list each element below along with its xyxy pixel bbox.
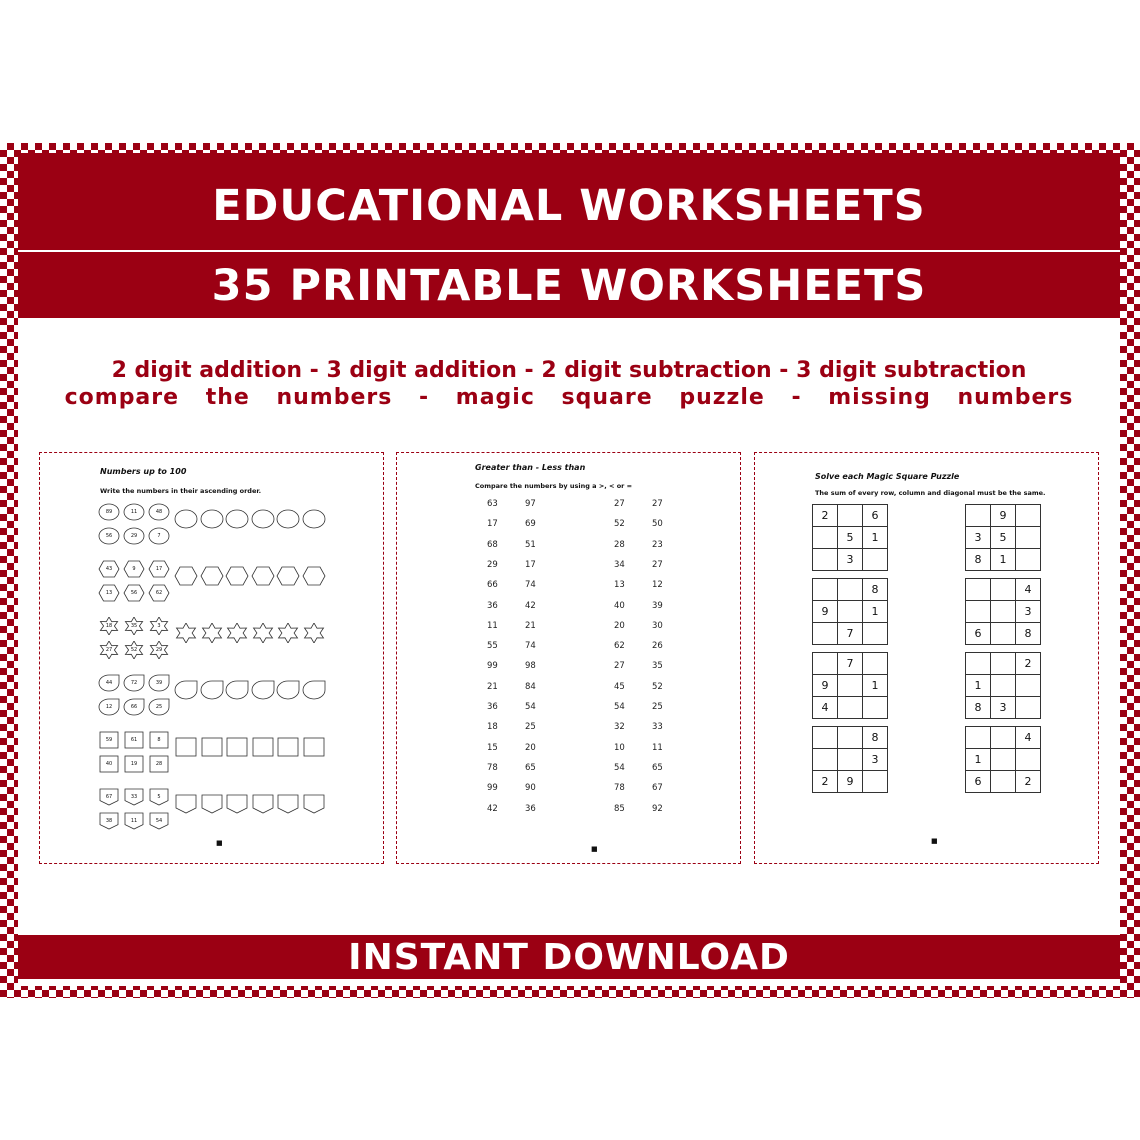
circle-number-shape: 48 [148, 503, 170, 521]
compare-number: 54 [614, 762, 625, 773]
magic-square-cell: 3 [1016, 601, 1041, 623]
title-banner: EDUCATIONAL WORKSHEETS [18, 153, 1120, 250]
magic-square-cell: 4 [813, 697, 838, 719]
checkered-border [0, 143, 1140, 998]
magic-square-cell [863, 549, 888, 571]
topics-line-2: compare the numbers - magic square puzzle - missing numbers [64, 385, 1074, 410]
compare-number: 67 [652, 783, 663, 794]
shield-number-shape: 11 [123, 812, 145, 830]
compare-number: 92 [652, 803, 663, 814]
compare-number: 28 [614, 539, 625, 550]
magic-square-cell: 2 [1016, 771, 1041, 793]
magic-square-cell [991, 653, 1016, 675]
compare-number: 17 [525, 559, 536, 570]
compare-number: 21 [487, 681, 498, 692]
compare-number: 36 [525, 803, 536, 814]
magic-square-grid [965, 726, 1041, 793]
magic-square-cell: 9 [813, 675, 838, 697]
circle-number-shape: 7 [148, 527, 170, 545]
square-number-shape: 19 [123, 755, 145, 773]
magic-square-cell: 8 [863, 727, 888, 749]
logo-icon: ■ [931, 837, 938, 845]
compare-number: 27 [652, 559, 663, 570]
compare-number: 36 [487, 600, 498, 611]
hexagon-number-shape: 9 [123, 560, 145, 578]
leaf-number-shape: 44 [98, 674, 120, 692]
square-answer-box [302, 737, 326, 757]
circle-number-shape: 11 [123, 503, 145, 521]
compare-number: 98 [525, 661, 536, 672]
magic-square-cell: 3 [838, 549, 863, 571]
circle-answer-box [225, 509, 249, 529]
magic-square-cell: 4 [1016, 579, 1041, 601]
shield-answer-box [200, 794, 224, 814]
circle-answer-box [200, 509, 224, 529]
leaf-number-shape: 66 [123, 698, 145, 716]
square-number-shape: 59 [98, 731, 120, 749]
star-number-shape: 52 [123, 641, 145, 659]
magic-square-cell [813, 579, 838, 601]
compare-number: 85 [614, 803, 625, 814]
compare-number: 11 [652, 742, 663, 753]
magic-square-cell [966, 505, 991, 527]
shield-number-shape: 67 [98, 788, 120, 806]
hexagon-answer-box [174, 566, 198, 586]
magic-square-cell: 7 [838, 623, 863, 645]
compare-number: 78 [614, 783, 625, 794]
compare-number: 13 [614, 580, 625, 591]
shield-answer-box [225, 794, 249, 814]
magic-square-cell: 1 [966, 675, 991, 697]
shield-number-shape: 38 [98, 812, 120, 830]
star-answer-box [174, 623, 198, 643]
circle-answer-box [174, 509, 198, 529]
magic-square-cell [991, 727, 1016, 749]
circle-number-shape: 56 [98, 527, 120, 545]
instant-download-banner: INSTANT DOWNLOAD [18, 935, 1120, 979]
compare-number: 66 [487, 580, 498, 591]
compare-number: 51 [525, 539, 536, 550]
star-number-shape: 18 [98, 617, 120, 635]
magic-square-cell: 6 [863, 505, 888, 527]
compare-number: 27 [614, 661, 625, 672]
compare-number: 55 [487, 641, 498, 652]
compare-number: 36 [487, 702, 498, 712]
compare-number: 50 [652, 519, 663, 530]
magic-square-cell [1016, 697, 1041, 719]
worksheet-preview-magic-square [754, 452, 1099, 864]
star-number-shape: 29 [148, 641, 170, 659]
magic-square-cell [863, 653, 888, 675]
square-answer-box [174, 737, 198, 757]
compare-number: 23 [652, 539, 663, 550]
circle-number-shape: 89 [98, 503, 120, 521]
magic-square-cell [1016, 749, 1041, 771]
compare-number: 29 [487, 559, 498, 570]
magic-square-grid [965, 652, 1041, 719]
star-answer-box [225, 623, 249, 643]
compare-number: 39 [652, 600, 663, 611]
star-answer-box [276, 623, 300, 643]
compare-number: 34 [614, 559, 625, 570]
magic-square-cell [991, 771, 1016, 793]
hexagon-number-shape: 13 [98, 584, 120, 602]
compare-number: 30 [652, 620, 663, 631]
square-answer-box [276, 737, 300, 757]
magic-square-cell: 8 [863, 579, 888, 601]
magic-square-cell [966, 601, 991, 623]
compare-number: 32 [614, 722, 625, 733]
compare-number: 52 [652, 681, 663, 692]
magic-square-cell: 1 [966, 749, 991, 771]
magic-square-cell [1016, 505, 1041, 527]
shield-number-shape: 54 [148, 812, 170, 830]
compare-number: 25 [652, 702, 663, 712]
compare-number: 90 [525, 783, 536, 794]
shield-number-shape: 5 [148, 788, 170, 806]
topics-line-1: 2 digit addition - 3 digit addition - 2 digit subtraction - 3 digit subtraction [111, 358, 1027, 383]
compare-number: 33 [652, 722, 663, 733]
hexagon-answer-box [302, 566, 326, 586]
magic-square-cell [966, 579, 991, 601]
worksheet-title: Solve each Magic Square Puzzle [815, 472, 960, 481]
magic-square-cell [813, 549, 838, 571]
worksheet-preview-numbers [39, 452, 384, 864]
logo-icon: ■ [591, 845, 598, 853]
hexagon-answer-box [200, 566, 224, 586]
magic-square-cell: 8 [1016, 623, 1041, 645]
compare-number: 97 [525, 499, 536, 509]
magic-square-cell [991, 623, 1016, 645]
compare-number: 69 [525, 519, 536, 530]
magic-square-cell: 8 [966, 697, 991, 719]
shield-number-shape: 33 [123, 788, 145, 806]
compare-number: 78 [487, 762, 498, 773]
hexagon-answer-box [225, 566, 249, 586]
magic-square-cell: 6 [966, 623, 991, 645]
magic-square-cell: 5 [991, 527, 1016, 549]
compare-number: 62 [614, 641, 625, 652]
magic-square-cell [813, 653, 838, 675]
magic-square-cell: 3 [863, 749, 888, 771]
magic-square-cell [966, 727, 991, 749]
magic-square-cell: 2 [1016, 653, 1041, 675]
worksheet-instruction: The sum of every row, column and diagonal must be the same. [815, 489, 1046, 497]
hexagon-answer-box [276, 566, 300, 586]
magic-square-cell [1016, 527, 1041, 549]
square-number-shape: 8 [148, 731, 170, 749]
square-answer-box [225, 737, 249, 757]
worksheet-instruction: Compare the numbers by using a >, < or = [475, 482, 633, 490]
compare-number: 65 [652, 762, 663, 773]
worksheet-preview-compare [396, 452, 741, 864]
leaf-answer-box [276, 680, 300, 700]
magic-square-cell [991, 601, 1016, 623]
worksheet-title: Numbers up to 100 [100, 467, 187, 476]
hexagon-answer-box [251, 566, 275, 586]
magic-square-cell: 7 [838, 653, 863, 675]
worksheet-title: Greater than - Less than [475, 463, 586, 472]
hexagon-number-shape: 17 [148, 560, 170, 578]
compare-number: 26 [652, 641, 663, 652]
compare-number: 74 [525, 580, 536, 591]
magic-square-cell: 1 [991, 549, 1016, 571]
star-number-shape: 35 [123, 617, 145, 635]
magic-square-cell [813, 623, 838, 645]
compare-number: 21 [525, 620, 536, 631]
magic-square-cell: 2 [813, 505, 838, 527]
magic-square-cell [838, 579, 863, 601]
compare-number: 27 [614, 499, 625, 509]
magic-square-grid [965, 504, 1041, 571]
magic-square-cell: 6 [966, 771, 991, 793]
leaf-answer-box [225, 680, 249, 700]
magic-square-cell: 1 [863, 527, 888, 549]
hexagon-number-shape: 56 [123, 584, 145, 602]
magic-square-cell [1016, 675, 1041, 697]
magic-square-cell [966, 653, 991, 675]
compare-number: 99 [487, 661, 498, 672]
magic-square-cell [863, 697, 888, 719]
compare-number: 84 [525, 681, 536, 692]
square-answer-box [200, 737, 224, 757]
leaf-number-shape: 12 [98, 698, 120, 716]
compare-number: 68 [487, 539, 498, 550]
magic-square-cell [838, 675, 863, 697]
magic-square-cell [863, 771, 888, 793]
magic-square-cell [838, 601, 863, 623]
leaf-answer-box [302, 680, 326, 700]
magic-square-cell [838, 505, 863, 527]
compare-number: 52 [614, 519, 625, 530]
circle-answer-box [302, 509, 326, 529]
subtitle-banner: 35 PRINTABLE WORKSHEETS [18, 252, 1120, 318]
circle-answer-box [276, 509, 300, 529]
magic-square-cell: 9 [991, 505, 1016, 527]
shield-answer-box [174, 794, 198, 814]
compare-number: 27 [652, 499, 663, 509]
star-number-shape: 3 [148, 617, 170, 635]
circle-answer-box [251, 509, 275, 529]
magic-square-cell: 3 [991, 697, 1016, 719]
magic-square-cell [991, 579, 1016, 601]
compare-number: 17 [487, 519, 498, 530]
leaf-number-shape: 25 [148, 698, 170, 716]
compare-number: 54 [525, 702, 536, 712]
shield-answer-box [302, 794, 326, 814]
magic-square-cell: 1 [863, 675, 888, 697]
magic-square-cell [838, 727, 863, 749]
square-number-shape: 28 [148, 755, 170, 773]
magic-square-grid [965, 578, 1041, 645]
magic-square-cell: 5 [838, 527, 863, 549]
compare-number: 20 [614, 620, 625, 631]
poster-content [18, 153, 1120, 986]
shield-answer-box [251, 794, 275, 814]
compare-number: 12 [652, 580, 663, 591]
magic-square-grid [812, 726, 888, 793]
logo-icon: ■ [216, 839, 223, 847]
magic-square-cell: 4 [1016, 727, 1041, 749]
magic-square-cell [991, 749, 1016, 771]
magic-square-cell: 9 [813, 601, 838, 623]
star-answer-box [251, 623, 275, 643]
leaf-number-shape: 39 [148, 674, 170, 692]
magic-square-grid [812, 578, 888, 645]
magic-square-cell [838, 749, 863, 771]
compare-number: 45 [614, 681, 625, 692]
square-number-shape: 61 [123, 731, 145, 749]
worksheet-instruction: Write the numbers in their ascending order. [100, 487, 262, 495]
compare-number: 25 [525, 722, 536, 733]
square-number-shape: 40 [98, 755, 120, 773]
compare-number: 35 [652, 661, 663, 672]
magic-square-grid [812, 504, 888, 571]
magic-square-cell [991, 675, 1016, 697]
compare-number: 99 [487, 783, 498, 794]
compare-number: 65 [525, 762, 536, 773]
compare-number: 54 [614, 702, 625, 712]
compare-number: 42 [487, 803, 498, 814]
magic-square-cell: 1 [863, 601, 888, 623]
leaf-answer-box [200, 680, 224, 700]
compare-number: 15 [487, 742, 498, 753]
magic-square-cell: 3 [966, 527, 991, 549]
magic-square-cell [813, 727, 838, 749]
star-answer-box [200, 623, 224, 643]
magic-square-cell: 2 [813, 771, 838, 793]
compare-number: 63 [487, 499, 498, 509]
star-number-shape: 27 [98, 641, 120, 659]
magic-square-cell [813, 527, 838, 549]
shield-answer-box [276, 794, 300, 814]
compare-number: 42 [525, 600, 536, 611]
compare-number: 20 [525, 742, 536, 753]
square-answer-box [251, 737, 275, 757]
compare-number: 10 [614, 742, 625, 753]
star-answer-box [302, 623, 326, 643]
compare-number: 40 [614, 600, 625, 611]
hexagon-number-shape: 62 [148, 584, 170, 602]
magic-square-grid [812, 652, 888, 719]
compare-number: 18 [487, 722, 498, 733]
magic-square-cell: 9 [838, 771, 863, 793]
hexagon-number-shape: 43 [98, 560, 120, 578]
leaf-number-shape: 72 [123, 674, 145, 692]
compare-number: 74 [525, 641, 536, 652]
magic-square-cell [1016, 549, 1041, 571]
leaf-answer-box [174, 680, 198, 700]
circle-number-shape: 29 [123, 527, 145, 545]
magic-square-cell [863, 623, 888, 645]
leaf-answer-box [251, 680, 275, 700]
compare-number: 11 [487, 620, 498, 631]
magic-square-cell [813, 749, 838, 771]
magic-square-cell [838, 697, 863, 719]
magic-square-cell: 8 [966, 549, 991, 571]
